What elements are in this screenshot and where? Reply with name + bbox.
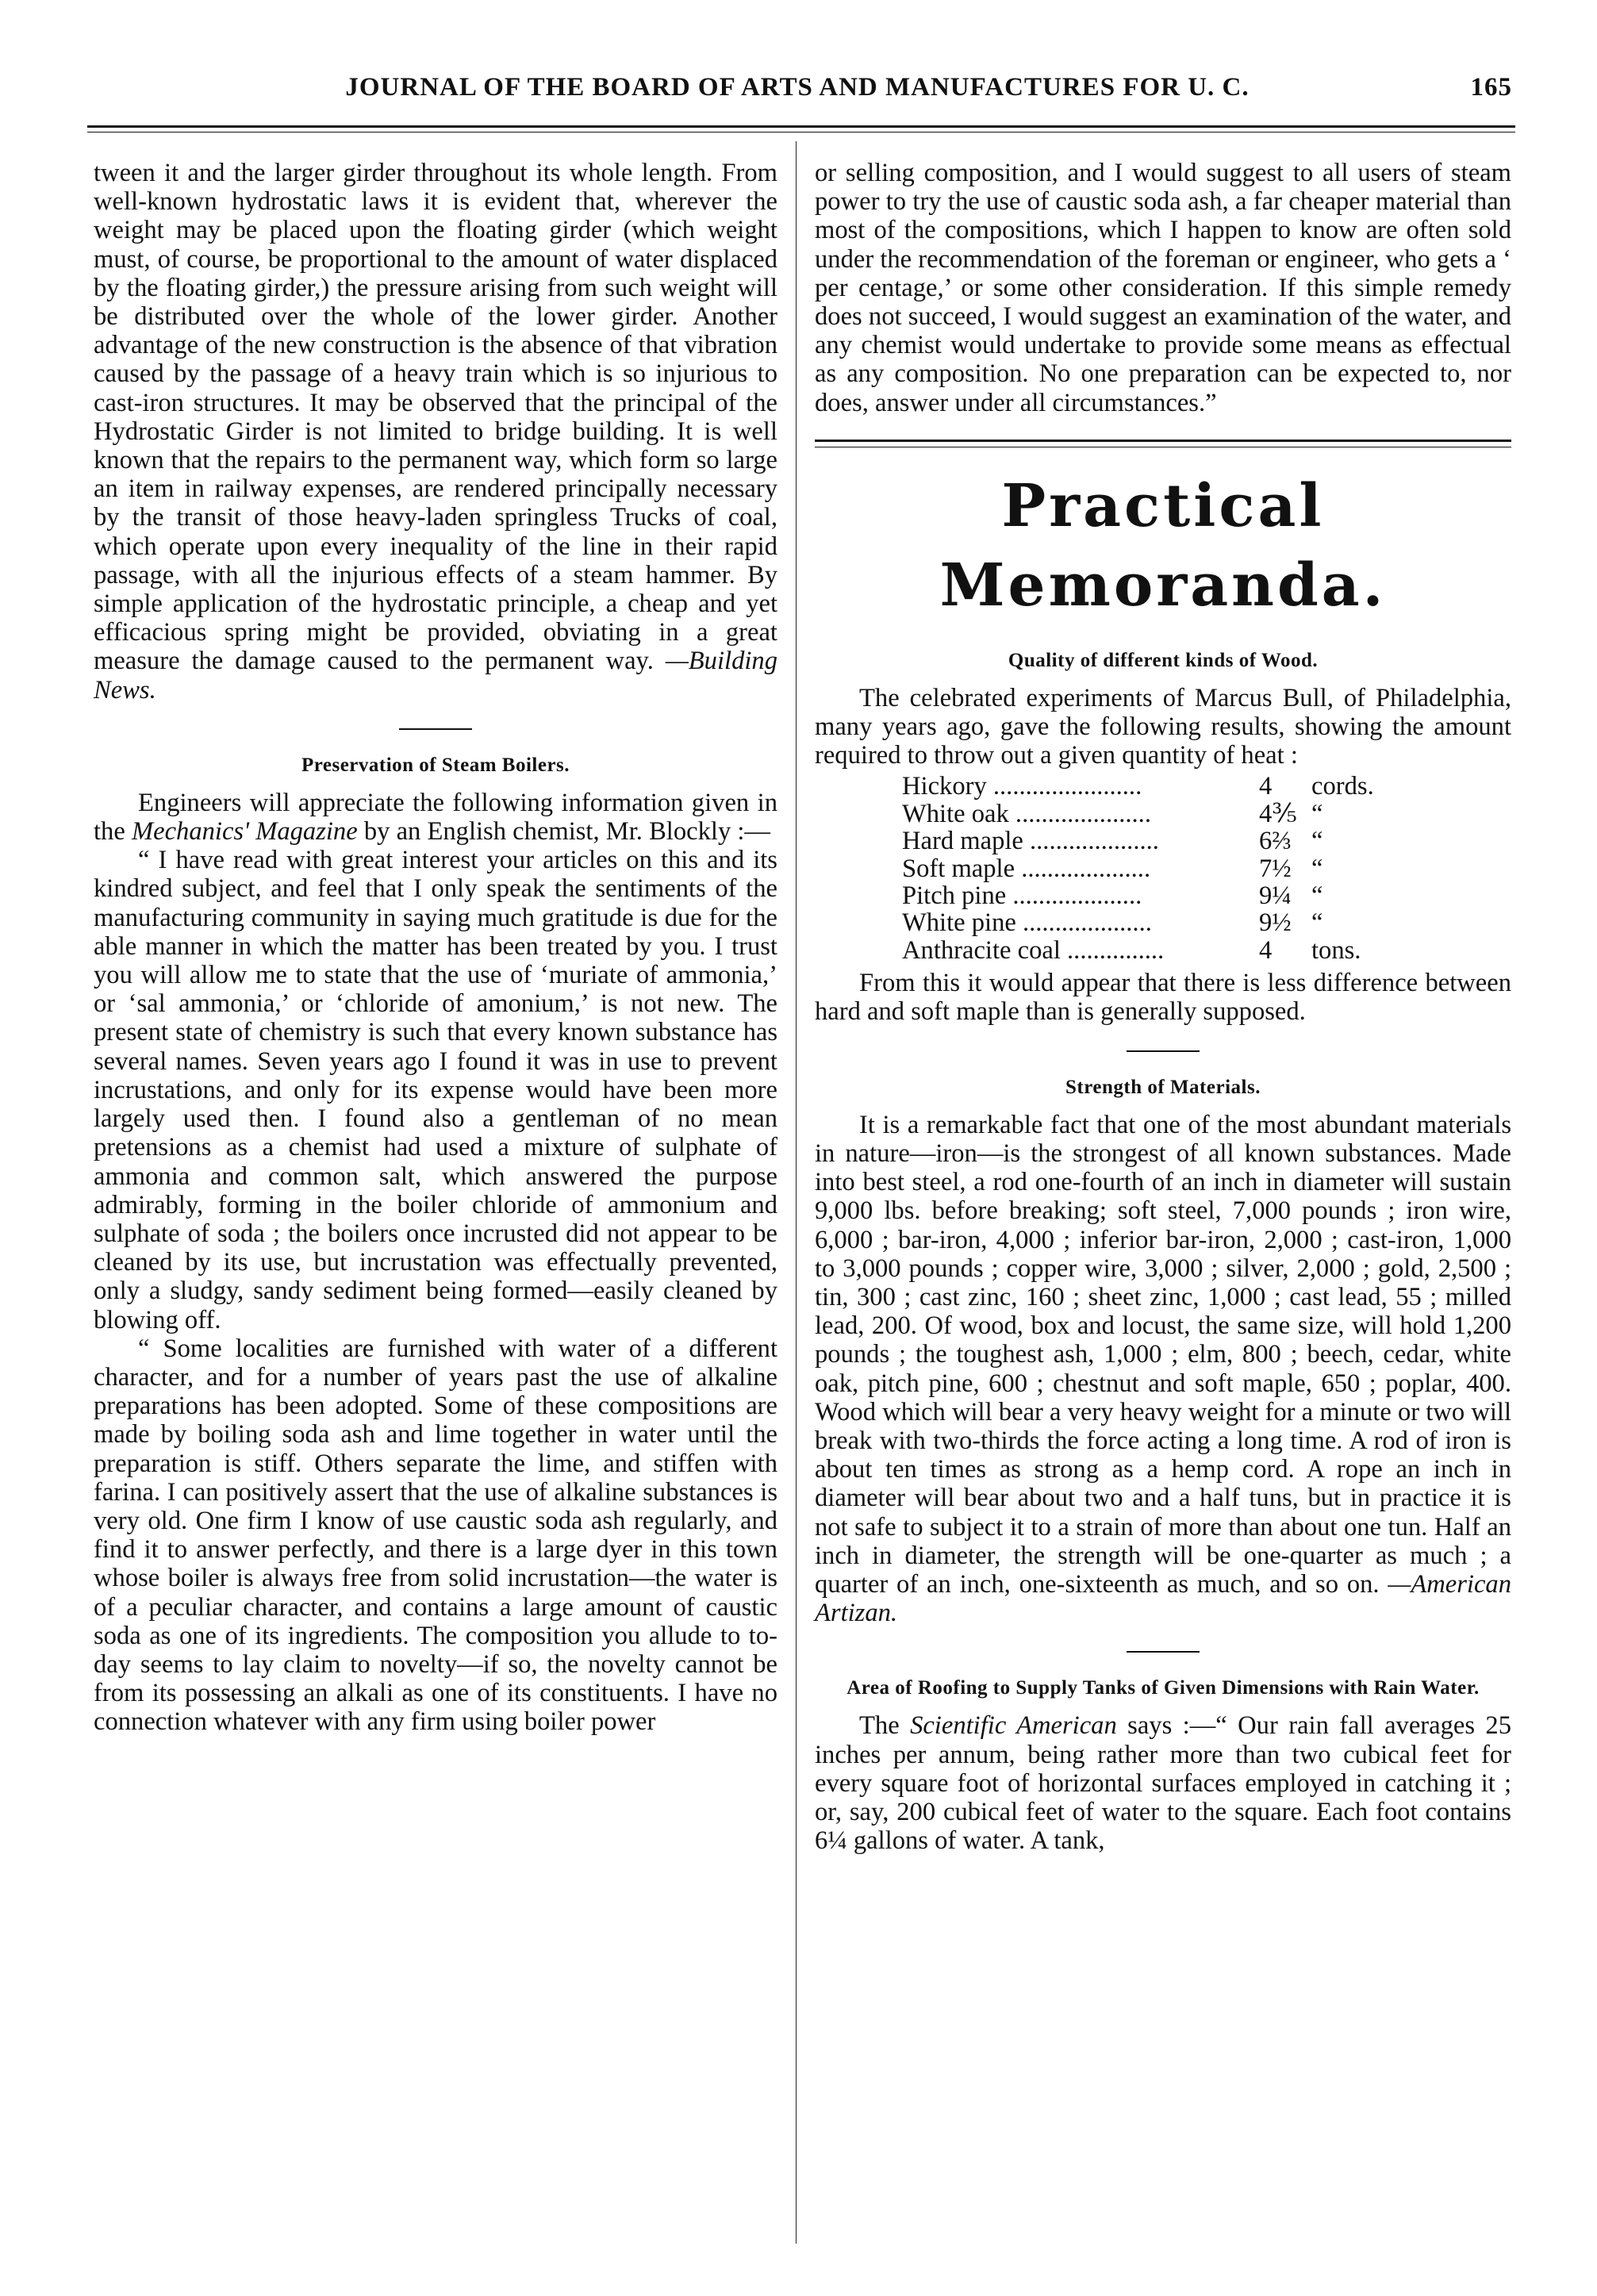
wood-row: [902, 773, 1422, 800]
wood-name: Hickory .......................: [902, 772, 1142, 801]
left-column: [94, 159, 777, 1737]
boilers-intro: [94, 789, 777, 846]
section-separator: [1127, 1050, 1200, 1052]
column-divider: [796, 141, 797, 2244]
wood-name: White pine ....................: [902, 908, 1152, 938]
memoranda-title: Practical Memoranda.: [939, 471, 1387, 620]
wood-value: 6⅔: [1259, 827, 1292, 856]
wood-heading: Quality of different kinds of Wood.: [1008, 649, 1319, 671]
wood-value: 9½: [1259, 908, 1292, 938]
materials-source: —American Artizan.: [815, 1569, 1511, 1628]
section-separator: [399, 728, 472, 730]
wood-row: [902, 801, 1422, 827]
boilers-intro-before: Engineers will appreciate the following information given in the: [94, 788, 777, 847]
roofing-text-before: The: [859, 1711, 900, 1741]
page-number: 165: [1470, 73, 1512, 102]
header-rule: [87, 125, 1515, 128]
wood-unit: “: [1311, 881, 1323, 911]
wood-name: Soft maple ....................: [902, 854, 1151, 883]
wood-row: [902, 909, 1422, 936]
boilers-paragraph-1: “ I have read with great interest your articles on this and its kindred subject, and feel that I only speak the sentiments of the manufacturing community in saying much gratitude is due for the able manner in which the matter has been treated by you. I trust you will allow me to state that the use of ‘muriate of ammonia,’ or ‘sal ammonia,’ or ‘chloride of amonium,’ is not new. The present state of chemistry is such that every known substance has several names. Seven years ago I found it was in use to prevent incrustations, and only for its expense would have been more largely used then. I found also a gentleman of no mean pretensions as a chemist had used a mixture of sulphate of ammonia and common salt, which answered the purpose admirably, forming in the boiler chloride of ammonium and sulphate of soda ; the boilers once incrusted did not appear to be cleaned by its use, but incrustation was effectually prevented, only a sludgy, sandy sediment being formed—easily cleaned by blowing off.: [94, 846, 777, 1334]
roofing-text-source: Scientific American: [910, 1711, 1117, 1741]
roofing-text: [815, 1711, 1511, 1855]
wood-unit: “: [1311, 908, 1323, 938]
wood-name: White oak .....................: [902, 799, 1151, 828]
wood-intro: The celebrated experiments of Marcus Bull, of Philadelphia, many years ago, gave the following results, showing the amount required to throw out a given quantity of heat :: [815, 683, 1511, 770]
wood-unit: “: [1311, 827, 1323, 856]
wood-row: [902, 937, 1422, 964]
materials-heading: Strength of Materials.: [1065, 1076, 1261, 1098]
wood-row: [902, 827, 1422, 854]
wood-name: Hard maple ....................: [902, 827, 1159, 856]
materials-body: It is a remarkable fact that one of the most abundant materials in nature—iron—is the strongest of all known substances. Made into best steel, a rod one-fourth of an inch in diameter will sustain 9,000 lbs. before breaking; soft steel, 7,000 pounds ; iron wire, 6,000 ; bar-iron, 4,000 ; inferior bar-iron, 2,000 ; cast-iron, 1,000 to 3,000 pounds ; copper wire, 3,000 ; silver, 2,000 ; gold, 2,500 ; tin, 300 ; cast zinc, 160 ; sheet zinc, 1,000 ; cast lead, 55 ; milled lead, 200. Of wood, box and locust, the same size, will hold 1,200 pounds ; the toughest ash, 1,000 ; elm, 800 ; beech, cedar, white oak, pitch pine, 600 ; chestnut and soft maple, 650 ; poplar, 400. Wood which will bear a very heavy weight for a minute or two will break with two-thirds the force acting a long time. A rod of iron is about ten times as strong as a hemp cord. A rope an inch in diameter will bear about two and a half tuns, but in practice it is not safe to subject it to a strain of more than about one tun. Half an inch in diameter, the strength will be one-quarter as much ; a quarter of an inch, one-sixteenth as much, and so on.: [815, 1110, 1511, 1599]
hydrostatic-girder-continuation: [94, 159, 777, 705]
section-separator: [1127, 1651, 1200, 1653]
boilers-heading: Preservation of Steam Boilers.: [301, 754, 570, 776]
right-column: [815, 159, 1511, 1855]
intro-source: —Building News.: [94, 647, 777, 705]
wood-conclusion: From this it would appear that there is less difference between hard and soft maple than is generally supposed.: [815, 969, 1511, 1027]
running-head: [87, 73, 1512, 113]
boilers-continued: or selling composition, and I would suggest to all users of steam power to try the use of caustic soda ash, a far cheaper material than most of the compositions, which I happen to know are often sold under the recommendation of the foreman or engineer, who gets a ‘ per centage,’ or some other consideration. If this simple remedy does not succeed, I would suggest an examination of the water, and any chemist would undertake to provide some means as effectual as any composition. No one preparation can be expected to, nor does, answer under all circumstances.”: [815, 159, 1511, 417]
wood-unit: cords.: [1311, 772, 1374, 801]
wood-value: 4⅗: [1259, 799, 1297, 828]
wood-unit: tons.: [1311, 935, 1361, 965]
wood-value: 9¼: [1259, 881, 1292, 911]
materials-text: [815, 1111, 1511, 1628]
boilers-intro-magazine: Mechanics' Magazine: [131, 817, 358, 847]
wood-value: 7½: [1259, 854, 1292, 883]
wood-row: [902, 855, 1422, 882]
wood-table: [902, 773, 1422, 964]
wood-row: [902, 882, 1422, 909]
wood-unit: “: [1311, 854, 1323, 883]
wood-value: 4: [1259, 772, 1273, 801]
journal-title: JOURNAL OF THE BOARD OF ARTS AND MANUFACTURES FOR U. C.: [345, 73, 1250, 102]
memoranda-rule-top: [815, 440, 1511, 442]
boilers-intro-after: by an English chemist, Mr. Blockly :—: [363, 817, 771, 847]
boilers-paragraph-2: “ Some localities are furnished with water of a different character, and for a number of years past the use of alkaline preparations has been adopted. Some of these compositions are made by boiling soda ash and lime together in water until the preparation is stiff. Others separate the lime, and stiffen with farina. I can positively assert that the use of alkaline substances is very old. One firm I know of use caustic soda ash regularly, and find it to answer perfectly, and there is a large dyer in this town whose boiler is always free from solid incrustation—the water is of a peculiar character, and contains a large amount of caustic soda as one of its ingredients. The composition you allude to to-day seems to lay claim to novelty—if so, the novelty cannot be from its possessing an alkali as one of its constituents. I have no connection whatever with any firm using boiler power: [94, 1334, 777, 1737]
roofing-heading: Area of Roofing to Supply Tanks of Given Dimensions with Rain Water.: [846, 1677, 1480, 1699]
wood-name: Anthracite coal ...............: [902, 935, 1165, 965]
intro-text: tween it and the larger girder throughout its whole length. From well-known hydrostatic laws it is evident that, wherever the weight may be placed upon the floating girder (which weight must, of course, be proportional to the amount of water displaced by the floating girder,) the pressure arising from such weight will be distributed over the whole of the lower girder. Another advantage of the new construction is the absence of that vibration caused by the passage of a heavy train which is so injurious to cast-iron structures. It may be observed that the principal of the Hydrostatic Girder is not limited to bridge building. It is well known that the repairs to the permanent way, which form so large an item in railway expenses, are rendered principally necessary by the transit of those heavy-laden springless Trucks of coal, which operate upon every inequality of the line in their rapid passage, with all the injurious effects of a steam hammer. By simple application of the hydrostatic principle, a cheap and yet efficacious spring might be provided, obviating in a great measure the damage caused to the permanent way.: [94, 159, 777, 676]
wood-value: 4: [1259, 935, 1273, 965]
wood-unit: “: [1311, 799, 1323, 828]
roofing-text-after: says :—“ Our rain fall averages 25 inches per annum, being rather more than two cubical feet for every square foot of horizontal surfaces employed in catching it ; or, say, 200 cubical feet of water to the square. Each foot contains 6¼ gallons of water. A tank,: [815, 1711, 1511, 1856]
wood-name: Pitch pine ....................: [902, 881, 1142, 911]
